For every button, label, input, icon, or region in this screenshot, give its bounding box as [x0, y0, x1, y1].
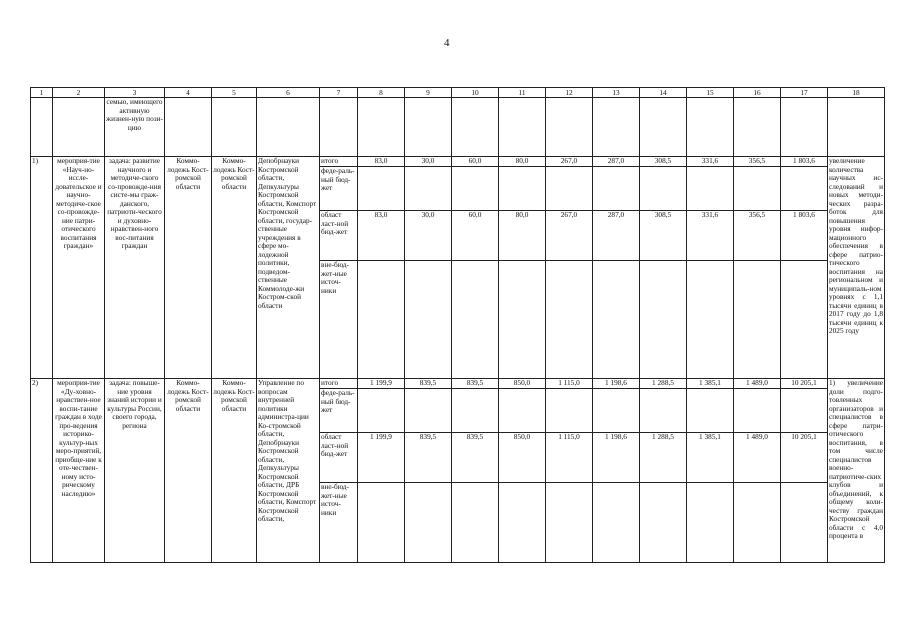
cell — [499, 483, 546, 563]
cell — [687, 98, 734, 157]
cell — [358, 389, 405, 433]
cell — [593, 261, 640, 379]
regional-value: 839,5 — [405, 433, 452, 483]
total-value: 356,5 — [734, 157, 781, 167]
cell — [640, 483, 687, 563]
cell — [687, 261, 734, 379]
regional-value: 839,5 — [452, 433, 499, 483]
responsible-executor: Коммо-лодежь Кост-ромской области — [165, 379, 212, 563]
total-value: 331,6 — [687, 157, 734, 167]
regional-value: 1 385,1 — [687, 433, 734, 483]
cell — [781, 261, 828, 379]
cell — [452, 483, 499, 563]
regional-value: 60,0 — [452, 211, 499, 261]
total-value: 10 205,1 — [781, 379, 828, 389]
total-value: 83,0 — [358, 157, 405, 167]
continuation-row — [31, 98, 885, 157]
event-name: мероприя-тие «Ду-ховно-нравствен-ное воспи-тание граждан в ходе про-ведения историко-культур-ных меро-приятий, приобще-ние к оте-чествен-ному исто-рическому наследию» — [53, 379, 105, 563]
regional-value: 83,0 — [358, 211, 405, 261]
column-header-11: 11 — [499, 88, 546, 98]
source-regional-label: област ласт-ной бюд-жет — [320, 433, 358, 483]
cell — [687, 389, 734, 433]
cell — [828, 98, 885, 157]
regional-value: 331,6 — [687, 211, 734, 261]
coexecutor: Коммо-лодежь Кост-ромской области — [212, 379, 257, 563]
cell — [781, 98, 828, 157]
cell — [781, 167, 828, 211]
cell — [257, 98, 320, 157]
cell — [734, 389, 781, 433]
source-total-label: итого — [320, 379, 358, 389]
regional-value: 356,5 — [734, 211, 781, 261]
column-header-15: 15 — [687, 88, 734, 98]
column-header-6: 6 — [257, 88, 320, 98]
participants: Депобрнауки Костромской области, Депкультуры Костромской области, Комспорт Костромской области, государ-ственные учреждения в сфере мо-лодежной политики, подведом-ственные Коммолоде-жи Костром-ской области — [257, 157, 320, 379]
column-header-9: 9 — [405, 88, 452, 98]
regional-value: 10 205,1 — [781, 433, 828, 483]
column-header-10: 10 — [452, 88, 499, 98]
event-name: мероприя-тие «Науч-но-иссле-довательское и научно-методиче-ское со-провожде-ние патри-отического воспитания граждан» — [53, 157, 105, 379]
program-table — [30, 87, 885, 563]
expected-result: 1) увеличение доли подго-товленных организаторов и специалистов в сфере патри-отического воспитания, в том числе специалистов военно-патриотиче-ских клубов и объединений, к общему коли-честву граждан Костромской области с 4,0 процента в — [828, 379, 885, 563]
cell — [593, 483, 640, 563]
cell — [640, 98, 687, 157]
total-value: 1 199,9 — [358, 379, 405, 389]
column-header-1: 1 — [31, 88, 53, 98]
table-row — [31, 157, 885, 167]
cell — [734, 483, 781, 563]
regional-value: 1 288,5 — [640, 433, 687, 483]
responsible-executor: Коммо-лодежь Кост-ромской области — [165, 157, 212, 379]
regional-value: 308,5 — [640, 211, 687, 261]
regional-value: 1 198,6 — [593, 433, 640, 483]
cell — [546, 483, 593, 563]
cell — [546, 167, 593, 211]
column-header-2: 2 — [53, 88, 105, 98]
cell — [687, 167, 734, 211]
cell — [165, 98, 212, 157]
cell — [358, 261, 405, 379]
column-header-4: 4 — [165, 88, 212, 98]
row-number: 2) — [31, 379, 53, 563]
cell — [593, 167, 640, 211]
regional-value: 80,0 — [499, 211, 546, 261]
column-header-3: 3 — [105, 88, 165, 98]
regional-value: 30,0 — [405, 211, 452, 261]
page-number: 4 — [444, 37, 450, 49]
task-description: задача: повыше-ние уровня знаний истории и культуры России, своего города, региона — [105, 379, 165, 563]
header-row — [31, 88, 885, 98]
total-value: 1 803,6 — [781, 157, 828, 167]
total-value: 1 288,5 — [640, 379, 687, 389]
source-total-label: итого — [320, 157, 358, 167]
cell — [320, 98, 358, 157]
source-regional-label: област ласт-ной бюд-жет — [320, 211, 358, 261]
cell — [405, 98, 452, 157]
total-value: 80,0 — [499, 157, 546, 167]
row-number: 1) — [31, 157, 53, 379]
cell — [640, 389, 687, 433]
expected-result: увеличение количества научных ис-следований и новых методи-ческих разра-боток для повышения уровня инфор-мационного обеспечения в сфере патрио-тического воспитания на региональном и муниципаль-ном уровнях с 1,1 тысячи единиц в 2017 году до 1,8 тысячи единиц к 2025 году — [828, 157, 885, 379]
cell — [452, 98, 499, 157]
cell — [687, 483, 734, 563]
coexecutor: Коммо-лодежь Кост-ромской области — [212, 157, 257, 379]
column-header-5: 5 — [212, 88, 257, 98]
regional-value: 287,0 — [593, 211, 640, 261]
cell — [499, 98, 546, 157]
regional-value: 1 489,0 — [734, 433, 781, 483]
column-header-17: 17 — [781, 88, 828, 98]
cell — [734, 261, 781, 379]
continued-task-cell: семью, имеющего активную жизнен-ную пози-цию — [105, 98, 165, 157]
participants: Управление по вопросам внутренней политики администра-ции Ко-стромской области, Депобрнауки Костромской области, Депкультуры Костромской области, ДРБ Костромской области, Комспорт Костромской области, — [257, 379, 320, 563]
cell — [405, 167, 452, 211]
regional-value: 850,0 — [499, 433, 546, 483]
cell — [358, 483, 405, 563]
cell — [405, 483, 452, 563]
cell — [499, 261, 546, 379]
total-value: 1 115,0 — [546, 379, 593, 389]
total-value: 287,0 — [593, 157, 640, 167]
cell — [546, 98, 593, 157]
source-federal-label: феде-раль-ный бюд-жет — [320, 167, 358, 211]
total-value: 267,0 — [546, 157, 593, 167]
column-header-8: 8 — [358, 88, 405, 98]
cell — [405, 389, 452, 433]
cell — [499, 167, 546, 211]
regional-value: 1 199,9 — [358, 433, 405, 483]
table-row — [31, 379, 885, 389]
cell — [499, 389, 546, 433]
cell — [452, 261, 499, 379]
cell — [358, 98, 405, 157]
cell — [546, 261, 593, 379]
cell — [452, 167, 499, 211]
cell — [593, 389, 640, 433]
source-federal-label: феде-раль-ный бюд-жет — [320, 389, 358, 433]
total-value: 60,0 — [452, 157, 499, 167]
total-value: 839,5 — [405, 379, 452, 389]
cell — [212, 98, 257, 157]
total-value: 308,5 — [640, 157, 687, 167]
cell — [781, 483, 828, 563]
cell — [640, 167, 687, 211]
column-header-14: 14 — [640, 88, 687, 98]
cell — [593, 98, 640, 157]
total-value: 1 198,6 — [593, 379, 640, 389]
cell — [31, 98, 53, 157]
regional-value: 267,0 — [546, 211, 593, 261]
cell — [358, 167, 405, 211]
cell — [781, 389, 828, 433]
cell — [734, 98, 781, 157]
total-value: 850,0 — [499, 379, 546, 389]
total-value: 839,5 — [452, 379, 499, 389]
regional-value: 1 115,0 — [546, 433, 593, 483]
column-header-18: 18 — [828, 88, 885, 98]
cell — [546, 389, 593, 433]
regional-value: 1 803,6 — [781, 211, 828, 261]
column-header-13: 13 — [593, 88, 640, 98]
total-value: 1 489,0 — [734, 379, 781, 389]
cell — [53, 98, 105, 157]
cell — [734, 167, 781, 211]
source-offbudget-label: вне-бюд-жет-ные источ-ники — [320, 261, 358, 379]
column-header-12: 12 — [546, 88, 593, 98]
source-offbudget-label: вне-бюд-жет-ные источ-ники — [320, 483, 358, 563]
cell — [640, 261, 687, 379]
column-header-16: 16 — [734, 88, 781, 98]
cell — [405, 261, 452, 379]
total-value: 30,0 — [405, 157, 452, 167]
cell — [452, 389, 499, 433]
column-header-7: 7 — [320, 88, 358, 98]
task-description: задача: развитие научного и методиче-ского со-провожде-ния систе-мы граж-данского, патриоти-ческого и духовно-нравствен-ного вос-питания граждан — [105, 157, 165, 379]
total-value: 1 385,1 — [687, 379, 734, 389]
